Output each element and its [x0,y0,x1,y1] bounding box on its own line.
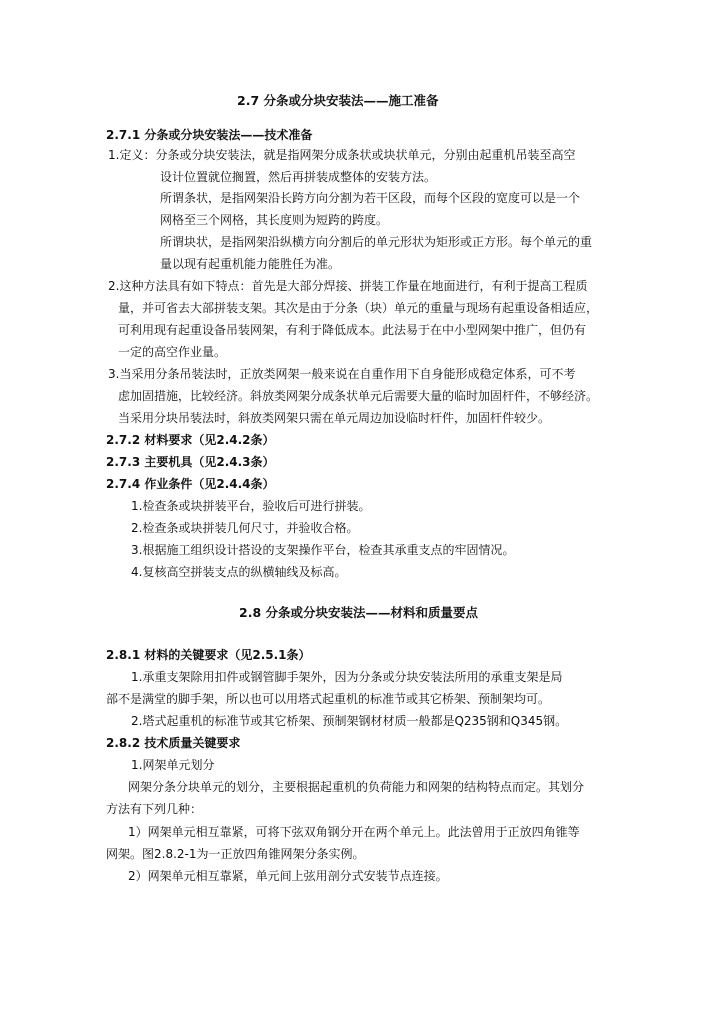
paragraph-line: 部不是满堂的脚手架，所以也可以用塔式起重机的标准节或其它桥架、预制架均可。 [106,692,551,706]
list-item: 2.检查条或块拼装几何尺寸，并验收合格。 [131,521,359,535]
subsection-2-8-1-heading: 2.8.1 材料的关键要求（见2.5.1条） [106,648,311,662]
paragraph-line: 2）网架单元相互靠紧，单元间上弦用剖分式安装节点连接。 [128,869,448,883]
subsection-2-7-4-heading: 2.7.4 作业条件（见2.4.4条） [106,477,275,491]
subsection-2-7-3-heading: 2.7.3 主要机具（见2.4.3条） [106,455,275,469]
list-item: 3.根据施工组织设计搭设的支架操作平台，检查其承重支点的牢固情况。 [131,543,515,557]
list-item: 4.复核高空拼装支点的纵横轴线及标高。 [131,565,347,579]
paragraph-line: 网架分条分块单元的划分，主要根据起重机的负荷能力和网架的结构特点而定。其划分 [128,780,585,794]
paragraph-line: 2.塔式起重机的标准节或其它桥架、预制架钢材材质一般都是Q235钢和Q345钢。 [131,714,568,728]
paragraph-line: 量以现有起重机能力能胜任为准。 [160,257,341,271]
paragraph-line: 方法有下列几种： [106,802,203,816]
section-2-7-title: 2.7 分条或分块安装法——施工准备 [237,93,439,108]
paragraph-line: 网格至三个网格，其长度则为短跨的跨度。 [160,213,389,227]
subsection-2-7-1-heading: 2.7.1 分条或分块安装法——技术准备 [106,128,313,142]
paragraph-line: 1.承重支架除用扣件或钢管脚手架外，因为分条或分块安装法所用的承重支架是局 [131,670,563,684]
section-2-8-title: 2.8 分条或分块安装法——材料和质量要点 [239,605,478,620]
paragraph-line: 1.网架单元划分 [131,758,215,772]
paragraph-line: 虑加固措施，比较经济。斜放类网架分成条状单元后需要大量的临时加固杆件，不够经济。 [118,389,599,403]
paragraph-line: 所谓块状，是指网架沿纵横方向分割后的单元形状为矩形或正方形。每个单元的重 [160,235,593,249]
subsection-2-7-2-heading: 2.7.2 材料要求（见2.4.2条） [106,433,275,447]
paragraph-line: 网架。图2.8.2-1为一正放四角锥网架分条实例。 [106,847,365,861]
paragraph-line: 3.当采用分条吊装法时，正放类网架一般来说在自重作用下自身能形成稳定体系，可不考 [108,367,576,381]
paragraph-line: 所谓条状，是指网架沿长跨方向分割为若干区段，而每个区段的宽度可以是一个 [160,191,581,205]
paragraph-line: 可利用现有起重设备吊装网架，有利于降低成本。此法易于在中小型网架中推广，但仍有 [118,323,587,337]
paragraph-line: 1.定义：分条或分块安装法，就是指网架分成条状或块状单元，分别由起重机吊装至高空 [108,148,576,162]
list-item: 1.检查条或块拼装平台，验收后可进行拼装。 [131,499,371,513]
paragraph-line: 量，并可省去大部拼装支架。其次是由于分条（块）单元的重量与现场有起重设备相适应， [118,301,599,315]
paragraph-line: 当采用分块吊装法时，斜放类网架只需在单元周边加设临时杆件，加固杆件较少。 [118,411,551,425]
paragraph-line: 一定的高空作业量。 [118,345,227,359]
paragraph-line: 2.这种方法具有如下特点：首先是大部分焊接、拼装工作量在地面进行，有利于提高工程质 [108,279,588,293]
subsection-2-8-2-heading: 2.8.2 技术质量关键要求 [106,736,241,750]
paragraph-line: 1）网架单元相互靠紧，可将下弦双角钢分开在两个单元上。此法曾用于正放四角锥等 [128,825,580,839]
paragraph-line: 设计位置就位搁置，然后再拼装成整体的安装方法。 [160,170,437,184]
